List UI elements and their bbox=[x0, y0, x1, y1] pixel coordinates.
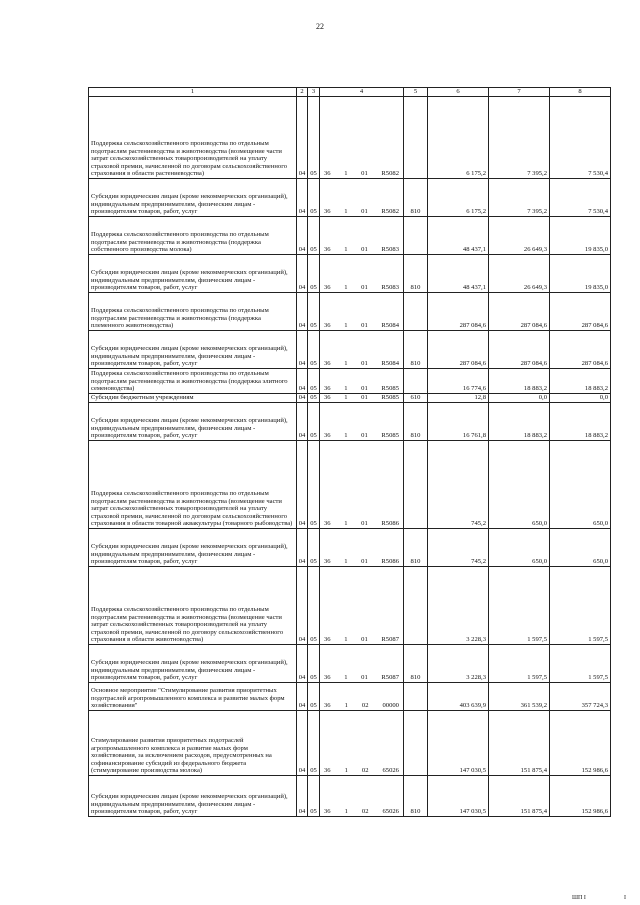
subsection-code-cell: 05 bbox=[308, 711, 320, 776]
section-code-cell: 04 bbox=[297, 217, 308, 255]
expense-type-cell: 810 bbox=[404, 179, 428, 217]
section-code-cell: 04 bbox=[297, 255, 308, 293]
subsection-code-cell: 05 bbox=[308, 645, 320, 683]
section-code-cell: 04 bbox=[297, 529, 308, 567]
target-article-code bbox=[320, 246, 403, 254]
section-code-cell: 04 bbox=[297, 293, 308, 331]
amount-year3-cell: 19 835,0 bbox=[550, 217, 611, 255]
table-row bbox=[89, 394, 611, 403]
target-article-cell bbox=[320, 97, 404, 179]
target-article-code bbox=[320, 702, 403, 710]
target-article-part: 1 bbox=[344, 394, 348, 402]
amount-year1-cell: 48 437,1 bbox=[428, 217, 489, 255]
target-article-part: 36 bbox=[324, 702, 331, 710]
target-article-part: 01 bbox=[361, 360, 368, 368]
target-article-part: R5085 bbox=[381, 394, 399, 402]
subsection-code-cell: 05 bbox=[308, 293, 320, 331]
expense-type-cell bbox=[404, 369, 428, 394]
section-code-cell: 04 bbox=[297, 776, 308, 817]
amount-year1-cell: 48 437,1 bbox=[428, 255, 489, 293]
target-article-cell bbox=[320, 255, 404, 293]
section-code-cell: 04 bbox=[297, 179, 308, 217]
target-article-part: 1 bbox=[344, 674, 348, 682]
expense-type-cell bbox=[404, 441, 428, 529]
amount-year2-cell: 361 539,2 bbox=[489, 683, 550, 711]
table-row bbox=[89, 331, 611, 369]
target-article-part: 1 bbox=[344, 322, 348, 330]
section-code-cell: 04 bbox=[297, 567, 308, 645]
table-row bbox=[89, 776, 611, 817]
target-article-part: 36 bbox=[324, 767, 331, 775]
table-row bbox=[89, 217, 611, 255]
section-code-cell: 04 bbox=[297, 645, 308, 683]
target-article-cell bbox=[320, 394, 404, 403]
column-header: 6 bbox=[428, 88, 489, 97]
target-article-part: 36 bbox=[324, 170, 331, 178]
target-article-part: 01 bbox=[361, 674, 368, 682]
target-article-part: 36 bbox=[324, 432, 331, 440]
section-code-cell: 04 bbox=[297, 369, 308, 394]
amount-year3-cell: 287 084,6 bbox=[550, 331, 611, 369]
amount-year3-cell: 287 084,6 bbox=[550, 293, 611, 331]
target-article-code bbox=[320, 432, 403, 440]
amount-year1-cell: 745,2 bbox=[428, 441, 489, 529]
target-article-part: 36 bbox=[324, 674, 331, 682]
amount-year3-cell: 1 597,5 bbox=[550, 645, 611, 683]
amount-year2-cell: 26 649,3 bbox=[489, 217, 550, 255]
subsection-code-cell: 05 bbox=[308, 331, 320, 369]
target-article-cell bbox=[320, 179, 404, 217]
amount-year1-cell: 147 030,5 bbox=[428, 711, 489, 776]
target-article-part: 01 bbox=[361, 246, 368, 254]
amount-year3-cell: 152 986,6 bbox=[550, 776, 611, 817]
target-article-part: 01 bbox=[361, 558, 368, 566]
target-article-part: R5083 bbox=[381, 246, 399, 254]
target-article-part: 01 bbox=[361, 170, 368, 178]
target-article-part: R5082 bbox=[381, 208, 399, 216]
row-name-cell: Поддержка сельскохозяйственного производства по отдельным подотраслям растениеводства и животноводства (поддержка собственного производства молока) bbox=[89, 217, 297, 255]
target-article-part: R5087 bbox=[381, 636, 399, 644]
amount-year1-cell: 6 175,2 bbox=[428, 97, 489, 179]
amount-year2-cell: 7 395,2 bbox=[489, 97, 550, 179]
target-article-part: 01 bbox=[361, 520, 368, 528]
target-article-part: 36 bbox=[324, 246, 331, 254]
target-article-part: 36 bbox=[324, 284, 331, 292]
subsection-code-cell: 05 bbox=[308, 217, 320, 255]
table-row bbox=[89, 255, 611, 293]
target-article-part: 1 bbox=[344, 636, 348, 644]
row-name-cell: Стимулирование развития приоритетных подотраслей агропромышленного комплекса и развитие малых форм хозяйствования, за исключением расходов, предусмотренных на софинансирование субсидий из федерального бюджета (стимулирование производства молока) bbox=[89, 711, 297, 776]
target-article-part: 02 bbox=[361, 808, 369, 816]
table-row bbox=[89, 683, 611, 711]
target-article-part: 00000 bbox=[382, 702, 399, 710]
target-article-code bbox=[320, 520, 403, 528]
amount-year1-cell: 16 774,6 bbox=[428, 369, 489, 394]
target-article-part: 02 bbox=[361, 767, 369, 775]
row-name-cell: Поддержка сельскохозяйственного производства по отдельным подотраслям растениеводства и животноводства (поддержка племенного животноводства) bbox=[89, 293, 297, 331]
table-row bbox=[89, 97, 611, 179]
table-row bbox=[89, 179, 611, 217]
target-article-part: 1 bbox=[344, 385, 348, 393]
target-article-code bbox=[320, 360, 403, 368]
target-article-cell bbox=[320, 331, 404, 369]
section-code-cell: 04 bbox=[297, 394, 308, 403]
column-header: 8 bbox=[550, 88, 611, 97]
amount-year1-cell: 403 639,9 bbox=[428, 683, 489, 711]
target-article-part: R5086 bbox=[381, 558, 399, 566]
table-row bbox=[89, 529, 611, 567]
table-row bbox=[89, 293, 611, 331]
target-article-code bbox=[320, 558, 403, 566]
target-article-part: 01 bbox=[361, 208, 368, 216]
target-article-part: 36 bbox=[324, 520, 331, 528]
amount-year3-cell: 152 986,6 bbox=[550, 711, 611, 776]
target-article-part: 01 bbox=[361, 432, 368, 440]
amount-year2-cell: 287 084,6 bbox=[489, 293, 550, 331]
target-article-part: 36 bbox=[324, 394, 331, 402]
amount-year2-cell: 650,0 bbox=[489, 529, 550, 567]
amount-year3-cell: 650,0 bbox=[550, 529, 611, 567]
target-article-code bbox=[320, 284, 403, 292]
amount-year1-cell: 287 084,6 bbox=[428, 293, 489, 331]
expense-type-cell: 810 bbox=[404, 255, 428, 293]
expense-type-cell bbox=[404, 683, 428, 711]
amount-year2-cell: 151 875,4 bbox=[489, 711, 550, 776]
expense-type-cell bbox=[404, 217, 428, 255]
section-code-cell: 04 bbox=[297, 97, 308, 179]
row-name-cell: Субсидии юридическим лицам (кроме некоммерческих организаций), индивидуальным предпринимателям, физическим лицам - производителям товаров, работ, услуг bbox=[89, 645, 297, 683]
table-header-row bbox=[89, 88, 611, 97]
section-code-cell: 04 bbox=[297, 711, 308, 776]
table-row bbox=[89, 711, 611, 776]
target-article-part: R5084 bbox=[381, 322, 399, 330]
amount-year3-cell: 650,0 bbox=[550, 441, 611, 529]
amount-year1-cell: 745,2 bbox=[428, 529, 489, 567]
expense-type-cell: 810 bbox=[404, 776, 428, 817]
subsection-code-cell: 05 bbox=[308, 403, 320, 441]
target-article-code bbox=[320, 385, 403, 393]
expense-type-cell: 810 bbox=[404, 529, 428, 567]
target-article-cell bbox=[320, 567, 404, 645]
target-article-part: R5087 bbox=[381, 674, 399, 682]
target-article-part: 1 bbox=[344, 432, 348, 440]
expense-type-cell: 610 bbox=[404, 394, 428, 403]
column-header: 5 bbox=[404, 88, 428, 97]
target-article-code bbox=[320, 170, 403, 178]
subsection-code-cell: 05 bbox=[308, 776, 320, 817]
amount-year3-cell: 18 883,2 bbox=[550, 403, 611, 441]
subsection-code-cell: 05 bbox=[308, 441, 320, 529]
target-article-part: 01 bbox=[361, 284, 368, 292]
footer-mark-right: I bbox=[624, 895, 626, 901]
column-header: 1 bbox=[89, 88, 297, 97]
footer-mark: ШП I bbox=[572, 895, 586, 901]
target-article-code bbox=[320, 394, 403, 402]
amount-year2-cell: 26 649,3 bbox=[489, 255, 550, 293]
target-article-part: 36 bbox=[324, 360, 331, 368]
row-name-cell: Поддержка сельскохозяйственного производства по отдельным подотраслям растениеводства и животноводства (возмещение части затрат сельскохозяйственных товаропроизводителей на уплату страховой премии, начисленной по договору сельскохозяйственного страхования в области животноводства) bbox=[89, 567, 297, 645]
row-name-cell: Поддержка сельскохозяйственного производства по отдельным подотраслям растениеводства и животноводства (поддержка элитного семеноводства) bbox=[89, 369, 297, 394]
amount-year2-cell: 18 883,2 bbox=[489, 403, 550, 441]
target-article-cell bbox=[320, 403, 404, 441]
target-article-code bbox=[320, 636, 403, 644]
subsection-code-cell: 05 bbox=[308, 369, 320, 394]
target-article-cell bbox=[320, 293, 404, 331]
target-article-part: 1 bbox=[344, 208, 348, 216]
subsection-code-cell: 05 bbox=[308, 683, 320, 711]
row-name-cell: Субсидии юридическим лицам (кроме некоммерческих организаций), индивидуальным предпринимателям, физическим лицам - производителям товаров, работ, услуг bbox=[89, 403, 297, 441]
target-article-cell bbox=[320, 683, 404, 711]
subsection-code-cell: 05 bbox=[308, 179, 320, 217]
target-article-part: 1 bbox=[344, 520, 348, 528]
table-body bbox=[89, 97, 611, 817]
target-article-part: 1 bbox=[344, 246, 348, 254]
target-article-cell bbox=[320, 217, 404, 255]
target-article-part: 36 bbox=[324, 636, 331, 644]
table-row bbox=[89, 369, 611, 394]
section-code-cell: 04 bbox=[297, 441, 308, 529]
amount-year3-cell: 7 530,4 bbox=[550, 179, 611, 217]
target-article-part: R5082 bbox=[381, 170, 399, 178]
column-header: 4 bbox=[320, 88, 404, 97]
target-article-code bbox=[320, 322, 403, 330]
expense-type-cell: 810 bbox=[404, 645, 428, 683]
table-row bbox=[89, 441, 611, 529]
expense-type-cell bbox=[404, 567, 428, 645]
target-article-part: 1 bbox=[344, 360, 348, 368]
target-article-part: 65026 bbox=[382, 808, 399, 816]
amount-year3-cell: 1 597,5 bbox=[550, 567, 611, 645]
row-name-cell: Субсидии юридическим лицам (кроме некоммерческих организаций), индивидуальным предпринимателям, физическим лицам - производителям товаров, работ, услуг bbox=[89, 776, 297, 817]
amount-year1-cell: 3 228,3 bbox=[428, 645, 489, 683]
target-article-part: 02 bbox=[361, 702, 369, 710]
page-number: 22 bbox=[316, 22, 324, 31]
expense-type-cell: 810 bbox=[404, 331, 428, 369]
amount-year3-cell: 7 530,4 bbox=[550, 97, 611, 179]
target-article-cell bbox=[320, 645, 404, 683]
amount-year3-cell: 18 883,2 bbox=[550, 369, 611, 394]
table-row bbox=[89, 645, 611, 683]
row-name-cell: Поддержка сельскохозяйственного производства по отдельным подотраслям растениеводства и животноводства (возмещение части затрат сельскохозяйственных товаропроизводителей на уплату страховой премии, начисленной по договорам сельскохозяйственного страхования в области растениеводства) bbox=[89, 97, 297, 179]
target-article-part: 36 bbox=[324, 385, 331, 393]
target-article-part: 65026 bbox=[382, 767, 399, 775]
row-name-cell: Субсидии бюджетным учреждениям bbox=[89, 394, 297, 403]
subsection-code-cell: 05 bbox=[308, 97, 320, 179]
amount-year2-cell: 287 084,6 bbox=[489, 331, 550, 369]
target-article-cell bbox=[320, 711, 404, 776]
target-article-part: 01 bbox=[361, 385, 368, 393]
amount-year2-cell: 0,0 bbox=[489, 394, 550, 403]
amount-year2-cell: 650,0 bbox=[489, 441, 550, 529]
column-header: 3 bbox=[308, 88, 320, 97]
amount-year2-cell: 151 875,4 bbox=[489, 776, 550, 817]
target-article-part: R5083 bbox=[381, 284, 399, 292]
target-article-part: 36 bbox=[324, 322, 331, 330]
budget-table bbox=[88, 87, 611, 817]
row-name-cell: Субсидии юридическим лицам (кроме некоммерческих организаций), индивидуальным предпринимателям, физическим лицам - производителям товаров, работ, услуг bbox=[89, 179, 297, 217]
column-header: 7 bbox=[489, 88, 550, 97]
amount-year1-cell: 6 175,2 bbox=[428, 179, 489, 217]
target-article-code bbox=[320, 808, 403, 816]
target-article-part: R5084 bbox=[381, 360, 399, 368]
amount-year1-cell: 16 761,8 bbox=[428, 403, 489, 441]
target-article-code bbox=[320, 674, 403, 682]
target-article-part: 1 bbox=[344, 558, 348, 566]
row-name-cell: Субсидии юридическим лицам (кроме некоммерческих организаций), индивидуальным предпринимателям, физическим лицам - производителям товаров, работ, услуг bbox=[89, 255, 297, 293]
target-article-part: 36 bbox=[324, 208, 331, 216]
column-header: 2 bbox=[297, 88, 308, 97]
amount-year1-cell: 287 084,6 bbox=[428, 331, 489, 369]
subsection-code-cell: 05 bbox=[308, 394, 320, 403]
subsection-code-cell: 05 bbox=[308, 567, 320, 645]
section-code-cell: 04 bbox=[297, 683, 308, 711]
amount-year2-cell: 7 395,2 bbox=[489, 179, 550, 217]
target-article-part: R5085 bbox=[381, 432, 399, 440]
subsection-code-cell: 05 bbox=[308, 255, 320, 293]
target-article-part: 36 bbox=[324, 808, 331, 816]
amount-year2-cell: 18 883,2 bbox=[489, 369, 550, 394]
table-row bbox=[89, 403, 611, 441]
amount-year3-cell: 19 835,0 bbox=[550, 255, 611, 293]
section-code-cell: 04 bbox=[297, 331, 308, 369]
row-name-cell: Субсидии юридическим лицам (кроме некоммерческих организаций), индивидуальным предпринимателям, физическим лицам - производителям товаров, работ, услуг bbox=[89, 529, 297, 567]
target-article-cell bbox=[320, 529, 404, 567]
row-name-cell: Поддержка сельскохозяйственного производства по отдельным подотраслям растениеводства и животноводства (возмещение части затрат сельскохозяйственных товаропроизводителей на уплату страховой премии, начисленной по договорам сельскохозяйственного страхования в области товарной аквакультуры (товарного рыбоводства) bbox=[89, 441, 297, 529]
subsection-code-cell: 05 bbox=[308, 529, 320, 567]
expense-type-cell bbox=[404, 711, 428, 776]
expense-type-cell bbox=[404, 97, 428, 179]
target-article-part: 1 bbox=[344, 767, 348, 775]
amount-year1-cell: 147 030,5 bbox=[428, 776, 489, 817]
expense-type-cell: 810 bbox=[404, 403, 428, 441]
target-article-code bbox=[320, 767, 403, 775]
target-article-part: 1 bbox=[344, 170, 348, 178]
target-article-code bbox=[320, 208, 403, 216]
row-name-cell: Субсидии юридическим лицам (кроме некоммерческих организаций), индивидуальным предпринимателям, физическим лицам - производителям товаров, работ, услуг bbox=[89, 331, 297, 369]
target-article-part: 1 bbox=[344, 702, 348, 710]
target-article-part: R5085 bbox=[381, 385, 399, 393]
target-article-part: 1 bbox=[344, 284, 348, 292]
target-article-part: 01 bbox=[361, 394, 368, 402]
amount-year3-cell: 0,0 bbox=[550, 394, 611, 403]
expense-type-cell bbox=[404, 293, 428, 331]
target-article-part: 01 bbox=[361, 636, 368, 644]
amount-year1-cell: 12,8 bbox=[428, 394, 489, 403]
target-article-cell bbox=[320, 369, 404, 394]
target-article-part: 36 bbox=[324, 558, 331, 566]
amount-year2-cell: 1 597,5 bbox=[489, 645, 550, 683]
target-article-part: R5086 bbox=[381, 520, 399, 528]
target-article-part: 01 bbox=[361, 322, 368, 330]
row-name-cell: Основное мероприятие "Стимулирование развития приоритетных подотраслей агропромышленного комплекса и развитие малых форм хозяйствования" bbox=[89, 683, 297, 711]
amount-year1-cell: 3 228,3 bbox=[428, 567, 489, 645]
section-code-cell: 04 bbox=[297, 403, 308, 441]
target-article-part: 1 bbox=[344, 808, 348, 816]
target-article-cell bbox=[320, 441, 404, 529]
amount-year3-cell: 357 724,3 bbox=[550, 683, 611, 711]
target-article-cell bbox=[320, 776, 404, 817]
table-row bbox=[89, 567, 611, 645]
amount-year2-cell: 1 597,5 bbox=[489, 567, 550, 645]
